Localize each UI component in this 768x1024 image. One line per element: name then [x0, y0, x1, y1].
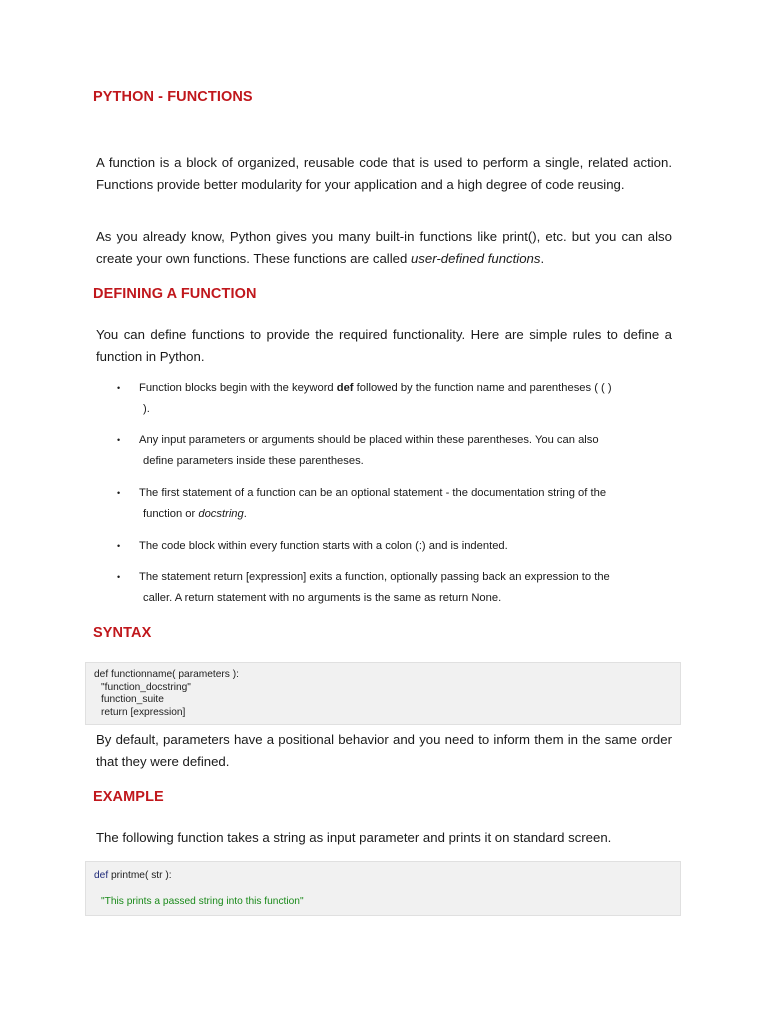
code-signature: printme( str ): — [108, 870, 172, 881]
bullet-icon: • — [117, 572, 121, 582]
rule-text — [139, 430, 672, 472]
intro-paragraph-2 — [96, 226, 672, 270]
bullet-icon: • — [117, 541, 121, 551]
code-keyword: def — [94, 870, 109, 881]
code-line: function_suite — [101, 694, 164, 705]
code-docstring: "This prints a passed string into this function" — [101, 896, 304, 907]
syntax-note-paragraph: By default, parameters have a positional behavior and you need to inform them in the same order that they were defined. — [96, 732, 672, 769]
bullet-icon: • — [117, 435, 121, 445]
rule-text-part: Any input parameters or arguments should be placed within these parentheses. You can also — [139, 434, 599, 446]
rule-text-part: followed by the function name and parentheses ( ( ) — [353, 382, 612, 394]
intro-text: As you already know, Python gives you many built-in functions like print(), etc. but you can also create your own functions. These functions are called — [96, 229, 672, 266]
list-item — [117, 536, 672, 557]
code-line — [94, 869, 672, 882]
rule-text — [139, 567, 672, 609]
list-item — [117, 567, 672, 609]
code-line: return [expression] — [101, 706, 186, 718]
page-title: PYTHON - FUNCTIONS — [93, 89, 253, 105]
example-paragraph: The following function takes a string as input parameter and prints it on standard screen. — [96, 830, 612, 845]
rule-continuation: caller. A return statement with no arguments is the same as return None. — [143, 592, 502, 604]
defining-paragraph: You can define functions to provide the required functionality. Here are simple rules to define a function in Python. — [96, 327, 672, 364]
list-item — [117, 378, 672, 420]
code-blank-line — [94, 882, 672, 895]
rule-text-part: Function blocks begin with the keyword — [139, 382, 337, 394]
rule-text-part: . — [243, 508, 247, 520]
example-code-block — [85, 861, 681, 916]
rule-text: The code block within every function starts with a colon (:) and is indented. — [139, 540, 508, 552]
code-line: def functionname( parameters ): — [94, 669, 239, 680]
list-item — [117, 430, 672, 472]
syntax-code-block — [85, 662, 681, 725]
rule-text-part: The statement return [expression] exits a function, optionally passing back an expression to the — [139, 571, 610, 583]
list-item — [117, 483, 672, 525]
def-keyword: def — [336, 382, 354, 394]
rule-text-part: The first statement of a function can be an optional statement - the documentation string of the — [139, 487, 607, 499]
section-heading-syntax: SYNTAX — [93, 625, 152, 641]
rule-continuation: ). — [143, 403, 150, 415]
rule-text — [139, 483, 672, 525]
rule-text — [139, 378, 672, 420]
bullet-icon: • — [117, 488, 121, 498]
code-line: "function_docstring" — [101, 681, 191, 693]
rule-continuation — [139, 504, 672, 525]
docstring-term: docstring — [198, 508, 244, 520]
section-heading-defining: DEFINING A FUNCTION — [93, 286, 257, 302]
intro-period: . — [540, 251, 545, 266]
bullet-icon: • — [117, 383, 121, 393]
rule-text-part: function or — [143, 508, 199, 520]
rule-continuation: define parameters inside these parentheses. — [143, 455, 364, 467]
intro-paragraph: A function is a block of organized, reusable code that is used to perform a single, related action. Functions provide better modularity for your application and a high degree of code reusing. — [96, 155, 672, 192]
section-heading-example: EXAMPLE — [93, 789, 164, 805]
user-defined-term: user-defined functions — [410, 251, 541, 266]
